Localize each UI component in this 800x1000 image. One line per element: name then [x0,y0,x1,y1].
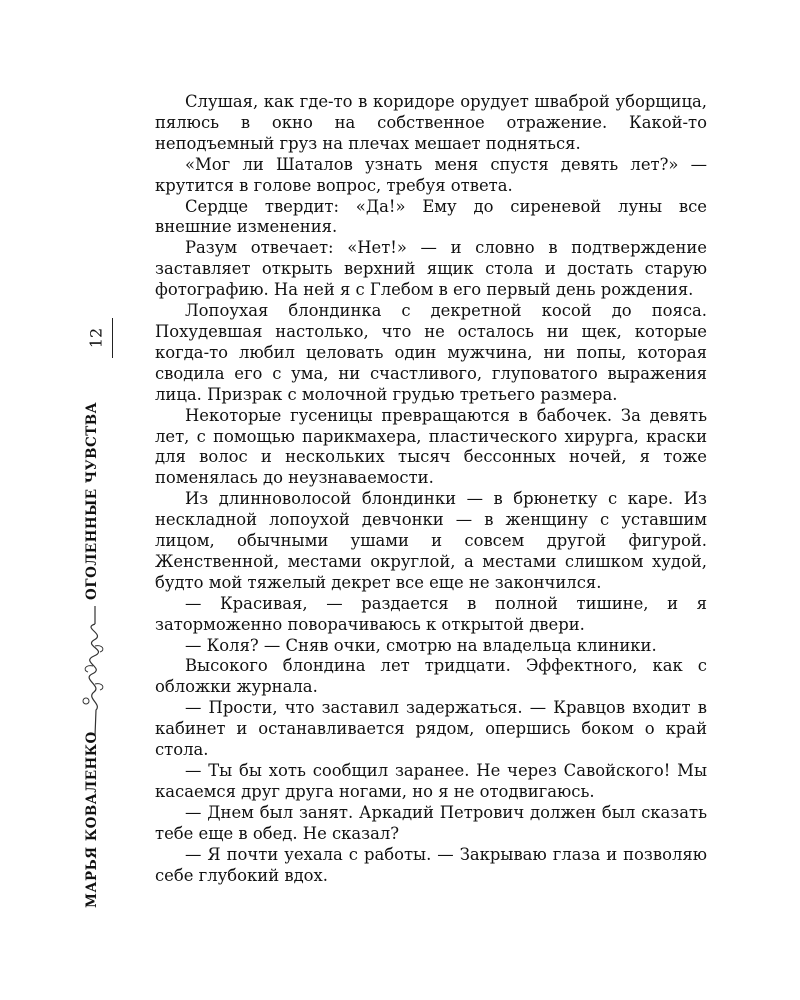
paragraph: — Днем был занят. Аркадий Петрович должен был сказать тебе еще в обед. Не сказал? [155,802,707,843]
paragraph: — Красивая, — раздается в полной тишине, и я заторможенно поворачиваюсь к открытой двери. [155,593,707,634]
paragraph: Сердце твердит: «Да!» Ему до сиреневой луны все внешние изменения. [155,196,707,237]
paragraph: Из длинноволосой блондинки — в брюнетку с каре. Из нескладной лопоухой девчонки — в женщину с уставшим лицом, обычными ушами и совсем другой фигурой. Женственной, местами округлой, а местами слишком худой, будто мой тяжелый декрет все еще не закончился. [155,489,707,592]
paragraph: — Коля? — Сняв очки, смотрю на владельца клиники. [185,635,657,655]
paragraph: — Я почти уехала с работы. — Закрываю глаза и позволяю себе глубокий вдох. [155,844,707,885]
author-name: МАРЬЯ КОВАЛЕНКО [84,731,100,908]
paragraph: Лопоухая блондинка с декретной косой до пояса. Похудевшая настолько, что не осталось ни щек, которые когда-то любил целовать один мужчина, ни попы, которая сводила его с ума, ни счастливого, глуповатого выражения лица. Призрак с молочной грудью третьего размера. [155,301,707,404]
paragraph: — Прости, что заставил задержаться. — Кравцов входит в кабинет и останавливается рядом, опершись боком о край стола. [155,698,707,760]
book-title: ОГОЛЕННЫЕ ЧУВСТВА [84,401,100,600]
running-head [80,318,120,918]
flourish-ornament-icon [72,606,116,736]
paragraph: — Ты бы хоть сообщил заранее. Не через Савойского! Мы касаемся друг друга ногами, но я не отодвигаюсь. [155,761,707,801]
paragraph: Слушая, как где-то в коридоре орудует шваброй уборщица, пялюсь в окно на собственное отражение. Какой-то неподъемный груз на плечах мешает подняться. [155,92,707,153]
body-text [155,92,707,886]
paragraph: «Мог ли Шаталов узнать меня спустя девять лет?» — крутится в голове вопрос, требуя ответа. [155,154,707,195]
paragraph: Высокого блондина лет тридцати. Эффектного, как с обложки журнала. [155,656,707,697]
page-number: 12 [86,327,106,349]
paragraph: Разум отвечает: «Нет!» — и словно в подтверждение заставляет открыть верхний ящик стола и достать старую фотографию. На ней я с Глебом в его первый день рождения. [155,238,707,300]
page-number-box [80,318,113,358]
paragraph: Некоторые гусеницы превращаются в бабочек. За девять лет, с помощью парикмахера, пластического хирурга, краски для волос и нескольких тысяч бессонных ночей, я тоже поменялась до неузнаваемости. [155,405,707,488]
